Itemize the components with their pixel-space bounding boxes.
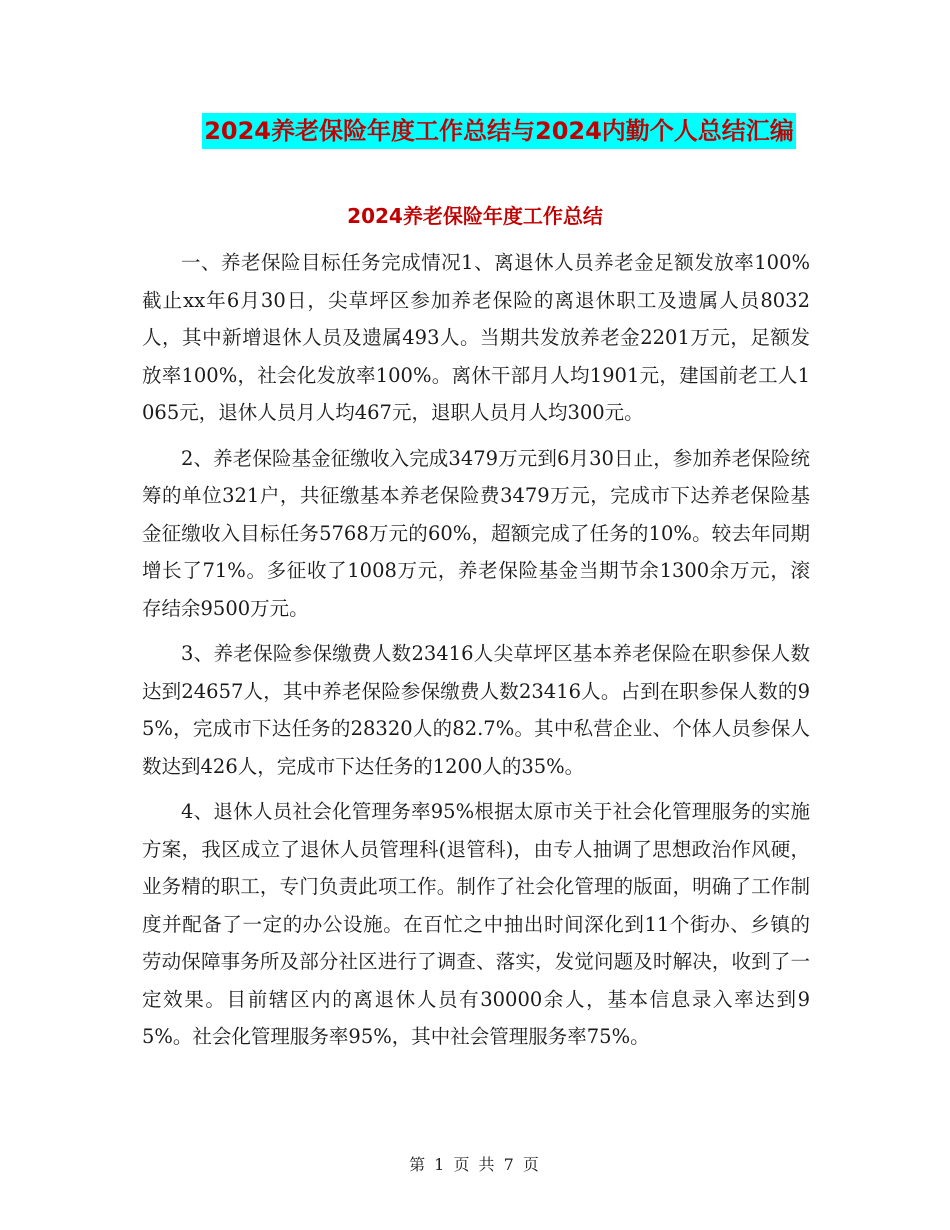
page-footer: 第 1 页 共 7 页	[409, 1155, 541, 1174]
paragraph-3: 3、养老保险参保缴费人数23416人尖草坪区基本养老保险在职参保人数达到24657人，其中养老保险参保缴费人数23416人。占到在职参保人数的95%，完成市下达任务的28320人的82.7%。其中私营企业、个体人员参保人数达到426人，完成市下达任务的1200人的35%。	[142, 642, 810, 778]
paragraph-1: 一、养老保险目标任务完成情况1、离退休人员养老金足额发放率100%截止xx年6月30日，尖草坪区参加养老保险的离退休职工及遗属人员8032人，其中新增退休人员及遗属493人。当期共发放养老金2201万元，足额发放率100%，社会化发放率100%。离休干部月人均1901元，建国前老工人1065元，退休人员月人均467元，退职人员月人均300元。	[142, 251, 810, 424]
paragraph-2: 2、养老保险基金征缴收入完成3479万元到6月30日止，参加养老保险统筹的单位321户，共征缴基本养老保险费3479万元，完成市下达养老保险基金征缴收入目标任务5768万元的60%，超额完成了任务的10%。较去年同期增长了71%。多征收了1008万元，养老保险基金当期节余1300余万元，滚存结余9500万元。	[142, 446, 810, 620]
section-title: 2024养老保险年度工作总结	[347, 204, 603, 228]
paragraph-4: 4、退休人员社会化管理务率95%根据太原市关于社会化管理服务的实施方案，我区成立了退休人员管理科(退管科)，由专人抽调了思想政治作风硬，业务精的职工，专门负责此项工作。制作了社会化管理的版面，明确了工作制度并配备了一定的办公设施。在百忙之中抽出时间深化到11个街办、乡镇的劳动保障事务所及部分社区进行了调查、落实，发觉问题及时解决，收到了一定效果。目前辖区内的离退休人员有30000余人，基本信息录入率达到95%。社会化管理服务率95%，其中社会管理服务率75%。	[142, 800, 810, 1048]
body-text	[142, 244, 810, 1064]
main-title-container	[0, 113, 950, 149]
main-title: 2024养老保险年度工作总结与2024内勤个人总结汇编	[202, 113, 796, 149]
